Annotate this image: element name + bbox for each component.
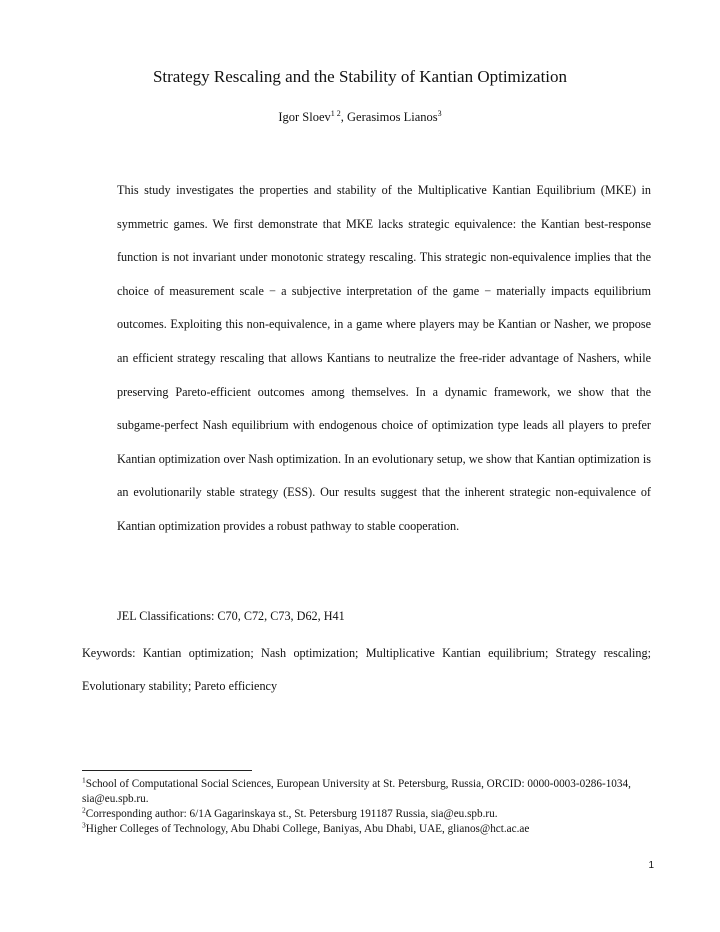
footnote-mark: 2 [82, 805, 86, 815]
footnote-text: School of Computational Social Sciences, European University at St. Petersburg, Russia, ORCID: 0000-0003-0286-1034, sia@eu.spb.ru. [82, 778, 631, 805]
footnote-mark: 3 [82, 820, 86, 830]
author-affiliation-marks: 1 2 [330, 108, 341, 118]
author-affiliation-mark: 3 [437, 108, 442, 118]
footnote [82, 822, 657, 837]
page-number: 1 [648, 860, 654, 871]
author-name: Gerasimos Lianos [347, 110, 438, 124]
jel-classifications: JEL Classifications: C70, C72, C73, D62, H41 [117, 609, 345, 623]
abstract-paragraph: This study investigates the properties and stability of the Multiplicative Kantian Equilibrium (MKE) in symmetric games. We first demonstrate that MKE lacks strategic equivalence: the Kantian best-response function is not invariant under monotonic strategy rescaling. This strategic non-equivalence implies that the choice of measurement scale − a subjective interpretation of the game − materially impacts equilibrium outcomes. Exploiting this non-equivalence, in a game where players may be Kantian or Nasher, we propose an efficient strategy rescaling that allows Kantians to neutralize the free-rider advantage of Nashers, while preserving Pareto-efficient outcomes among themselves. In a dynamic framework, we show that the subgame-perfect Nash equilibrium with endogenous choice of optimization type leads all players to prefer Kantian optimization over Nash optimization. In an evolutionary setup, we show that Kantian optimization is an evolutionarily stable strategy (ESS). Our results suggest that the inherent strategic non-equivalence of Kantian optimization provides a robust pathway to stable cooperation. [117, 183, 651, 533]
author-name: Igor Sloev [278, 110, 331, 124]
keywords-paragraph: Keywords: Kantian optimization; Nash optimization; Multiplicative Kantian equilibrium; Strategy rescaling; Evolutionary stability; Pareto efficiency [82, 646, 651, 693]
footnote-text: Corresponding author: 6/1A Gagarinskaya st., St. Petersburg 191187 Russia, sia@eu.spb.ru. [85, 808, 498, 820]
footnote-text: Higher Colleges of Technology, Abu Dhabi College, Baniyas, Abu Dhabi, UAE, glianos@hct.ac.ae [85, 823, 530, 835]
footnote-separator [82, 770, 252, 771]
footnotes [82, 777, 657, 837]
author-line [0, 108, 720, 126]
footnote [82, 807, 657, 822]
footnote [82, 777, 657, 807]
footnote-mark: 1 [82, 775, 86, 785]
author-separator: , [340, 110, 348, 124]
paper-title: Strategy Rescaling and the Stability of Kantian Optimization [152, 67, 568, 86]
